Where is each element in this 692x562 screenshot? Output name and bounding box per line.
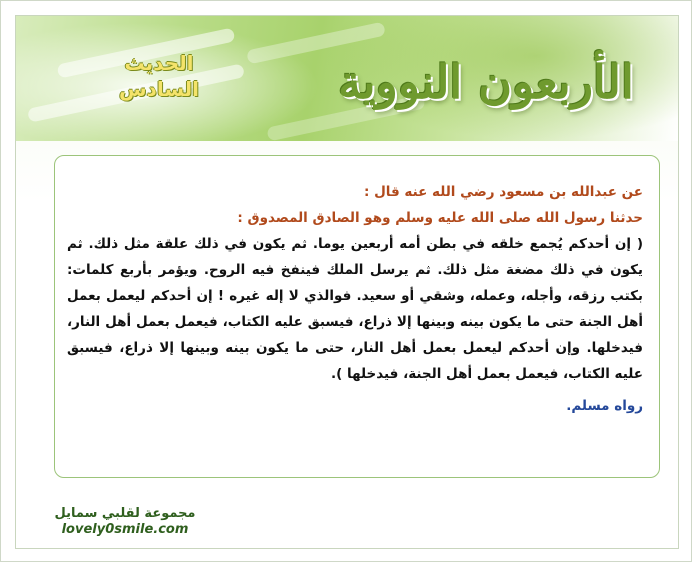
hadith-label-line2: السادس [118, 77, 200, 101]
hadith-number-label [104, 50, 214, 102]
inner-frame [15, 15, 679, 549]
header-banner [16, 16, 678, 141]
chain-line: حدثنا رسول الله صلى الله عليه وسلم وهو الصادق المصدوق : [237, 210, 643, 226]
hadith-label-line1: الحديث [124, 51, 194, 75]
site-logo [50, 506, 200, 538]
narrator-line: عن عبدالله بن مسعود رضي الله عنه قال : [363, 184, 643, 200]
banner-title: الأربعون النووية [338, 55, 634, 109]
site-url: lovely0smile.com [61, 522, 189, 537]
site-name-arabic: مجموعة لقلبي سمايل [54, 506, 196, 521]
hadith-content [67, 179, 643, 419]
hadith-content-box [54, 155, 660, 478]
hadith-text: ( إن أحدكم يُجمع خلقه في بطن أمه أربعين يوما. ثم يكون في ذلك علقة مثل ذلك. ثم يكون في ذلك مضغة مثل ذلك. ثم يرسل الملك فينفخ فيه الروح. ويؤمر بأربع كلمات: بكتب رزقه، وأجله، وعمله، وشقي أو سعيد. فوالذي لا إله غيره ! إن أحدكم ليعمل بعمل أهل الجنة حتى ما يكون بينه وبينها إلا ذراع، فيسبق عليه الكتاب، فيعمل بعمل أهل النار، فيدخلها. وإن أحدكم ليعمل بعمل أهل النار، حتى ما يكون بينه وبينها إلا ذراع، فيسبق عليه الكتاب، فيعمل بعمل أهل الجنة، فيدخلها ). [67, 236, 643, 382]
hadith-source: رواه مسلم. [566, 398, 643, 414]
